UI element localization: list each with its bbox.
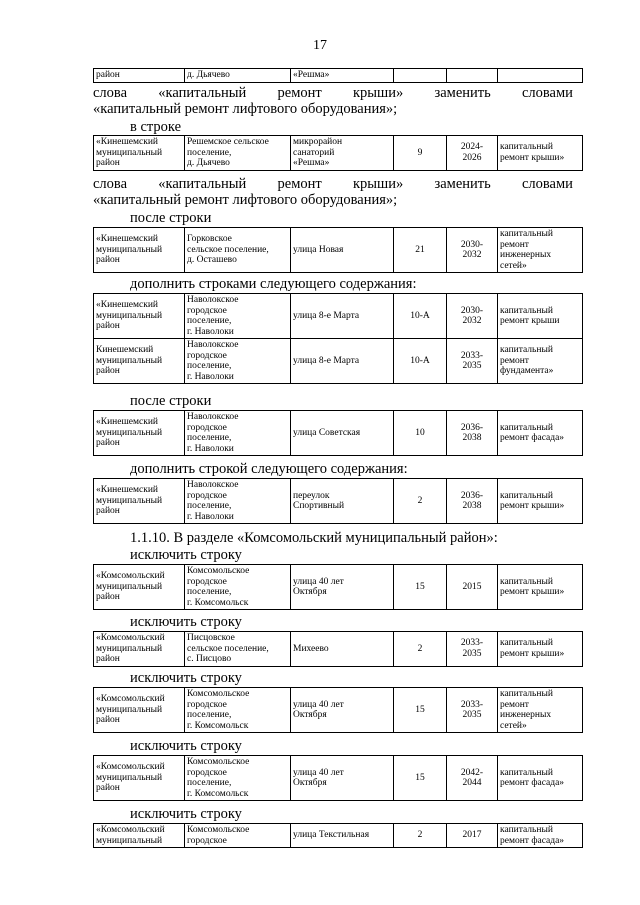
table-row bbox=[94, 339, 583, 384]
cell-district: район bbox=[94, 69, 185, 83]
table-row bbox=[94, 411, 583, 456]
cell-work: капитальный ремонт фундамента» bbox=[498, 339, 583, 384]
repair-schedule-table bbox=[93, 823, 583, 848]
table-row bbox=[94, 565, 583, 610]
cell-settlement: Писцовское сельское поселение, с. Писцово bbox=[185, 632, 291, 667]
paragraph-word: крыши» bbox=[353, 85, 404, 101]
instruction-paragraph: после строки bbox=[130, 393, 212, 409]
cell-street: улица Новая bbox=[291, 228, 394, 273]
cell-period: 2015 bbox=[447, 565, 498, 610]
cell-work: капитальный ремонт фасада» bbox=[498, 756, 583, 801]
cell-work: капитальный ремонт крыши bbox=[498, 294, 583, 339]
cell-street: улица 8-е Марта bbox=[291, 294, 394, 339]
table-row bbox=[94, 228, 583, 273]
table-row bbox=[94, 479, 583, 524]
cell-settlement: Горковское сельское поселение, д. Осташево bbox=[185, 228, 291, 273]
cell-settlement: Решемское сельское поселение, д. Дьячево bbox=[185, 136, 291, 171]
paragraph-word: ремонт bbox=[277, 85, 322, 101]
cell-house bbox=[394, 69, 447, 83]
cell-work: капитальный ремонт фасада» bbox=[498, 411, 583, 456]
cell-period: 2033- 2035 bbox=[447, 688, 498, 733]
table-row bbox=[94, 136, 583, 171]
cell-work: капитальный ремонт инженерных сетей» bbox=[498, 688, 583, 733]
paragraph-word: слова bbox=[93, 176, 128, 192]
paragraph-word: ремонт bbox=[277, 176, 322, 192]
cell-street: Михеево bbox=[291, 632, 394, 667]
cell-period bbox=[447, 69, 498, 83]
table-row bbox=[94, 69, 583, 83]
cell-district: «Кинешемский муниципальный район bbox=[94, 228, 185, 273]
paragraph-word: заменить bbox=[434, 176, 491, 192]
cell-work: капитальный ремонт инженерных сетей» bbox=[498, 228, 583, 273]
repair-schedule-table bbox=[93, 755, 583, 801]
repair-schedule-table bbox=[93, 410, 583, 456]
paragraph-word: словами bbox=[521, 176, 573, 192]
cell-work: капитальный ремонт фасада» bbox=[498, 824, 583, 848]
cell-settlement: Наволокское городское поселение, г. Наволоки bbox=[185, 294, 291, 339]
cell-settlement: Комсомольское городское bbox=[185, 824, 291, 848]
repair-schedule-table bbox=[93, 227, 583, 273]
cell-settlement: Комсомольское городское поселение, г. Комсомольск bbox=[185, 756, 291, 801]
paragraph-word: словами bbox=[521, 85, 573, 101]
cell-period: 2030- 2032 bbox=[447, 294, 498, 339]
page-number: 17 bbox=[313, 38, 327, 53]
cell-house: 2 bbox=[394, 632, 447, 667]
cell-street: улица Текстильная bbox=[291, 824, 394, 848]
cell-district: «Кинешемский муниципальный район bbox=[94, 479, 185, 524]
cell-district: «Комсомольский муниципальный район bbox=[94, 688, 185, 733]
instruction-paragraph: в строке bbox=[130, 119, 182, 135]
instruction-paragraph: 1.1.10. В разделе «Комсомольский муниципальный район»: bbox=[130, 530, 498, 546]
table-row bbox=[94, 632, 583, 667]
repair-schedule-table bbox=[93, 293, 583, 384]
cell-house: 21 bbox=[394, 228, 447, 273]
paragraph-word: «капитальный bbox=[158, 85, 247, 101]
instruction-paragraph: исключить строку bbox=[130, 547, 242, 563]
cell-house: 10 bbox=[394, 411, 447, 456]
cell-house: 9 bbox=[394, 136, 447, 171]
cell-house: 15 bbox=[394, 565, 447, 610]
repair-schedule-table bbox=[93, 687, 583, 733]
cell-street: улица 8-е Марта bbox=[291, 339, 394, 384]
cell-district: «Комсомольский муниципальный район bbox=[94, 756, 185, 801]
cell-street: «Решма» bbox=[291, 69, 394, 83]
cell-work: капитальный ремонт крыши» bbox=[498, 136, 583, 171]
cell-settlement: Наволокское городское поселение, г. Наволоки bbox=[185, 479, 291, 524]
cell-settlement: Наволокское городское поселение, г. Наволоки bbox=[185, 339, 291, 384]
instruction-paragraph: исключить строку bbox=[130, 670, 242, 686]
cell-house: 10-А bbox=[394, 339, 447, 384]
table-row bbox=[94, 824, 583, 848]
instruction-paragraph bbox=[93, 85, 573, 101]
cell-house: 15 bbox=[394, 688, 447, 733]
repair-schedule-table bbox=[93, 478, 583, 524]
instruction-paragraph: «капитальный ремонт лифтового оборудования»; bbox=[93, 192, 398, 208]
cell-house: 2 bbox=[394, 824, 447, 848]
cell-street: улица Советская bbox=[291, 411, 394, 456]
cell-house: 2 bbox=[394, 479, 447, 524]
cell-period: 2036- 2038 bbox=[447, 411, 498, 456]
cell-district: «Комсомольский муниципальный район bbox=[94, 565, 185, 610]
table-row bbox=[94, 756, 583, 801]
cell-period: 2033- 2035 bbox=[447, 339, 498, 384]
cell-period: 2017 bbox=[447, 824, 498, 848]
paragraph-word: крыши» bbox=[353, 176, 404, 192]
repair-schedule-table bbox=[93, 564, 583, 610]
cell-district: «Кинешемский муниципальный район bbox=[94, 136, 185, 171]
paragraph-word: «капитальный bbox=[158, 176, 247, 192]
cell-district: «Кинешемский муниципальный район bbox=[94, 294, 185, 339]
cell-period: 2036- 2038 bbox=[447, 479, 498, 524]
instruction-paragraph: исключить строку bbox=[130, 806, 242, 822]
cell-work: капитальный ремонт крыши» bbox=[498, 479, 583, 524]
cell-work bbox=[498, 69, 583, 83]
cell-house: 10-А bbox=[394, 294, 447, 339]
instruction-paragraph bbox=[93, 176, 573, 192]
instruction-paragraph: «капитальный ремонт лифтового оборудования»; bbox=[93, 101, 398, 117]
instruction-paragraph: дополнить строкой следующего содержания: bbox=[130, 461, 408, 477]
paragraph-word: слова bbox=[93, 85, 128, 101]
cell-settlement: д. Дьячево bbox=[185, 69, 291, 83]
cell-period: 2033- 2035 bbox=[447, 632, 498, 667]
cell-period: 2030- 2032 bbox=[447, 228, 498, 273]
cell-district: «Комсомольский муниципальный район bbox=[94, 632, 185, 667]
cell-district: «Комсомольский муниципальный bbox=[94, 824, 185, 848]
cell-house: 15 bbox=[394, 756, 447, 801]
cell-period: 2024- 2026 bbox=[447, 136, 498, 171]
instruction-paragraph: исключить строку bbox=[130, 614, 242, 630]
table-row bbox=[94, 688, 583, 733]
cell-settlement: Комсомольское городское поселение, г. Комсомольск bbox=[185, 688, 291, 733]
cell-settlement: Наволокское городское поселение, г. Наволоки bbox=[185, 411, 291, 456]
cell-period: 2042- 2044 bbox=[447, 756, 498, 801]
cell-work: капитальный ремонт крыши» bbox=[498, 632, 583, 667]
table-row bbox=[94, 294, 583, 339]
paragraph-word: заменить bbox=[434, 85, 491, 101]
cell-street: улица 40 лет Октября bbox=[291, 565, 394, 610]
cell-settlement: Комсомольское городское поселение, г. Комсомольск bbox=[185, 565, 291, 610]
cell-street: микрорайон санаторий «Решма» bbox=[291, 136, 394, 171]
instruction-paragraph: исключить строку bbox=[130, 738, 242, 754]
instruction-paragraph: дополнить строками следующего содержания: bbox=[130, 276, 417, 292]
repair-schedule-table bbox=[93, 68, 583, 83]
cell-street: переулок Спортивный bbox=[291, 479, 394, 524]
cell-district: Кинешемский муниципальный район bbox=[94, 339, 185, 384]
cell-district: «Кинешемский муниципальный район bbox=[94, 411, 185, 456]
cell-street: улица 40 лет Октября bbox=[291, 688, 394, 733]
cell-street: улица 40 лет Октября bbox=[291, 756, 394, 801]
instruction-paragraph: после строки bbox=[130, 210, 212, 226]
repair-schedule-table bbox=[93, 631, 583, 667]
cell-work: капитальный ремонт крыши» bbox=[498, 565, 583, 610]
repair-schedule-table bbox=[93, 135, 583, 171]
